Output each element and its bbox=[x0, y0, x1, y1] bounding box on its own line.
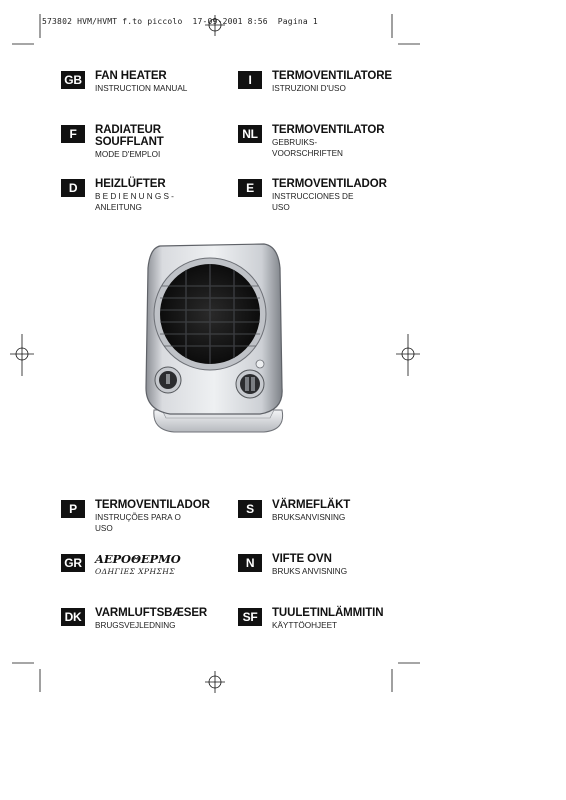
entry-subtitle: INSTRUCTION MANUAL bbox=[95, 84, 188, 93]
entry-subtitle: BRUKS ANVISNING bbox=[272, 567, 348, 576]
entry-subtitle-line2: USO bbox=[272, 203, 290, 212]
entry-title: FAN HEATER bbox=[95, 70, 167, 82]
registration-mark-top bbox=[205, 15, 225, 36]
entry-title: RADIATEUR bbox=[95, 124, 161, 136]
entry-subtitle: MODE D'EMPLOI bbox=[95, 150, 161, 159]
entry-subtitle-line2: USO bbox=[95, 524, 113, 533]
registration-mark-bottom bbox=[205, 671, 225, 693]
entry-title: TERMOVENTILADOR bbox=[272, 178, 387, 190]
entry-title: TUULETINLÄMMITIN bbox=[272, 607, 384, 619]
language-badge: E bbox=[238, 179, 262, 197]
print-slug-header: 573802 HVM/HVMT f.to piccolo 17-09-2001 8:56 Pagina 1 bbox=[42, 17, 318, 26]
entry-title: HEIZLÜFTER bbox=[95, 178, 166, 190]
language-badge: S bbox=[238, 500, 262, 518]
entry-subtitle: ΟΔΗΓΙΕΣ ΧΡΗΣΗΣ bbox=[95, 567, 176, 576]
entry-subtitle: BRUKSANVISNING bbox=[272, 513, 346, 522]
entry-subtitle: INSTRUÇÕES PARA O bbox=[95, 513, 181, 522]
entry-subtitle: BRUGSVEJLEDNING bbox=[95, 621, 176, 630]
registration-mark-left bbox=[10, 334, 34, 376]
entry-subtitle: ISTRUZIONI D'USO bbox=[272, 84, 346, 93]
language-badge: N bbox=[238, 554, 262, 572]
language-badge: NL bbox=[238, 125, 262, 143]
language-badge: GR bbox=[61, 554, 85, 572]
entry-title: TERMOVENTILATORE bbox=[272, 70, 393, 82]
entry-subtitle-line2: ANLEITUNG bbox=[95, 203, 142, 212]
entry-title-line2: SOUFFLANT bbox=[95, 136, 164, 148]
entry-subtitle: INSTRUCCIONES DE bbox=[272, 192, 354, 201]
language-badge: F bbox=[61, 125, 85, 143]
entry-title: VARMLUFTSBÆSER bbox=[95, 607, 208, 619]
language-badge: DK bbox=[61, 608, 85, 626]
language-badge: P bbox=[61, 500, 85, 518]
language-badge: D bbox=[61, 179, 85, 197]
language-badge: GB bbox=[61, 71, 85, 89]
entry-title: VÄRMEFLÄKT bbox=[272, 499, 351, 511]
registration-mark-right bbox=[396, 334, 420, 376]
entry-title: ΑΕΡΟΘΕΡΜΟ bbox=[95, 552, 181, 566]
entry-title: VIFTE OVN bbox=[272, 553, 332, 565]
language-badge: I bbox=[238, 71, 262, 89]
language-badge: SF bbox=[238, 608, 262, 626]
entry-subtitle: KÄYTTÖOHJEET bbox=[272, 621, 338, 630]
entry-subtitle: BEDIENUNGS- bbox=[95, 192, 177, 201]
entry-title: TERMOVENTILATOR bbox=[272, 124, 385, 136]
entry-subtitle: GEBRUIKS- bbox=[272, 138, 318, 147]
entry-subtitle-line2: VOORSCHRIFTEN bbox=[272, 149, 343, 158]
entry-title: TERMOVENTILADOR bbox=[95, 499, 210, 511]
fan-heater-illustration bbox=[140, 238, 290, 438]
